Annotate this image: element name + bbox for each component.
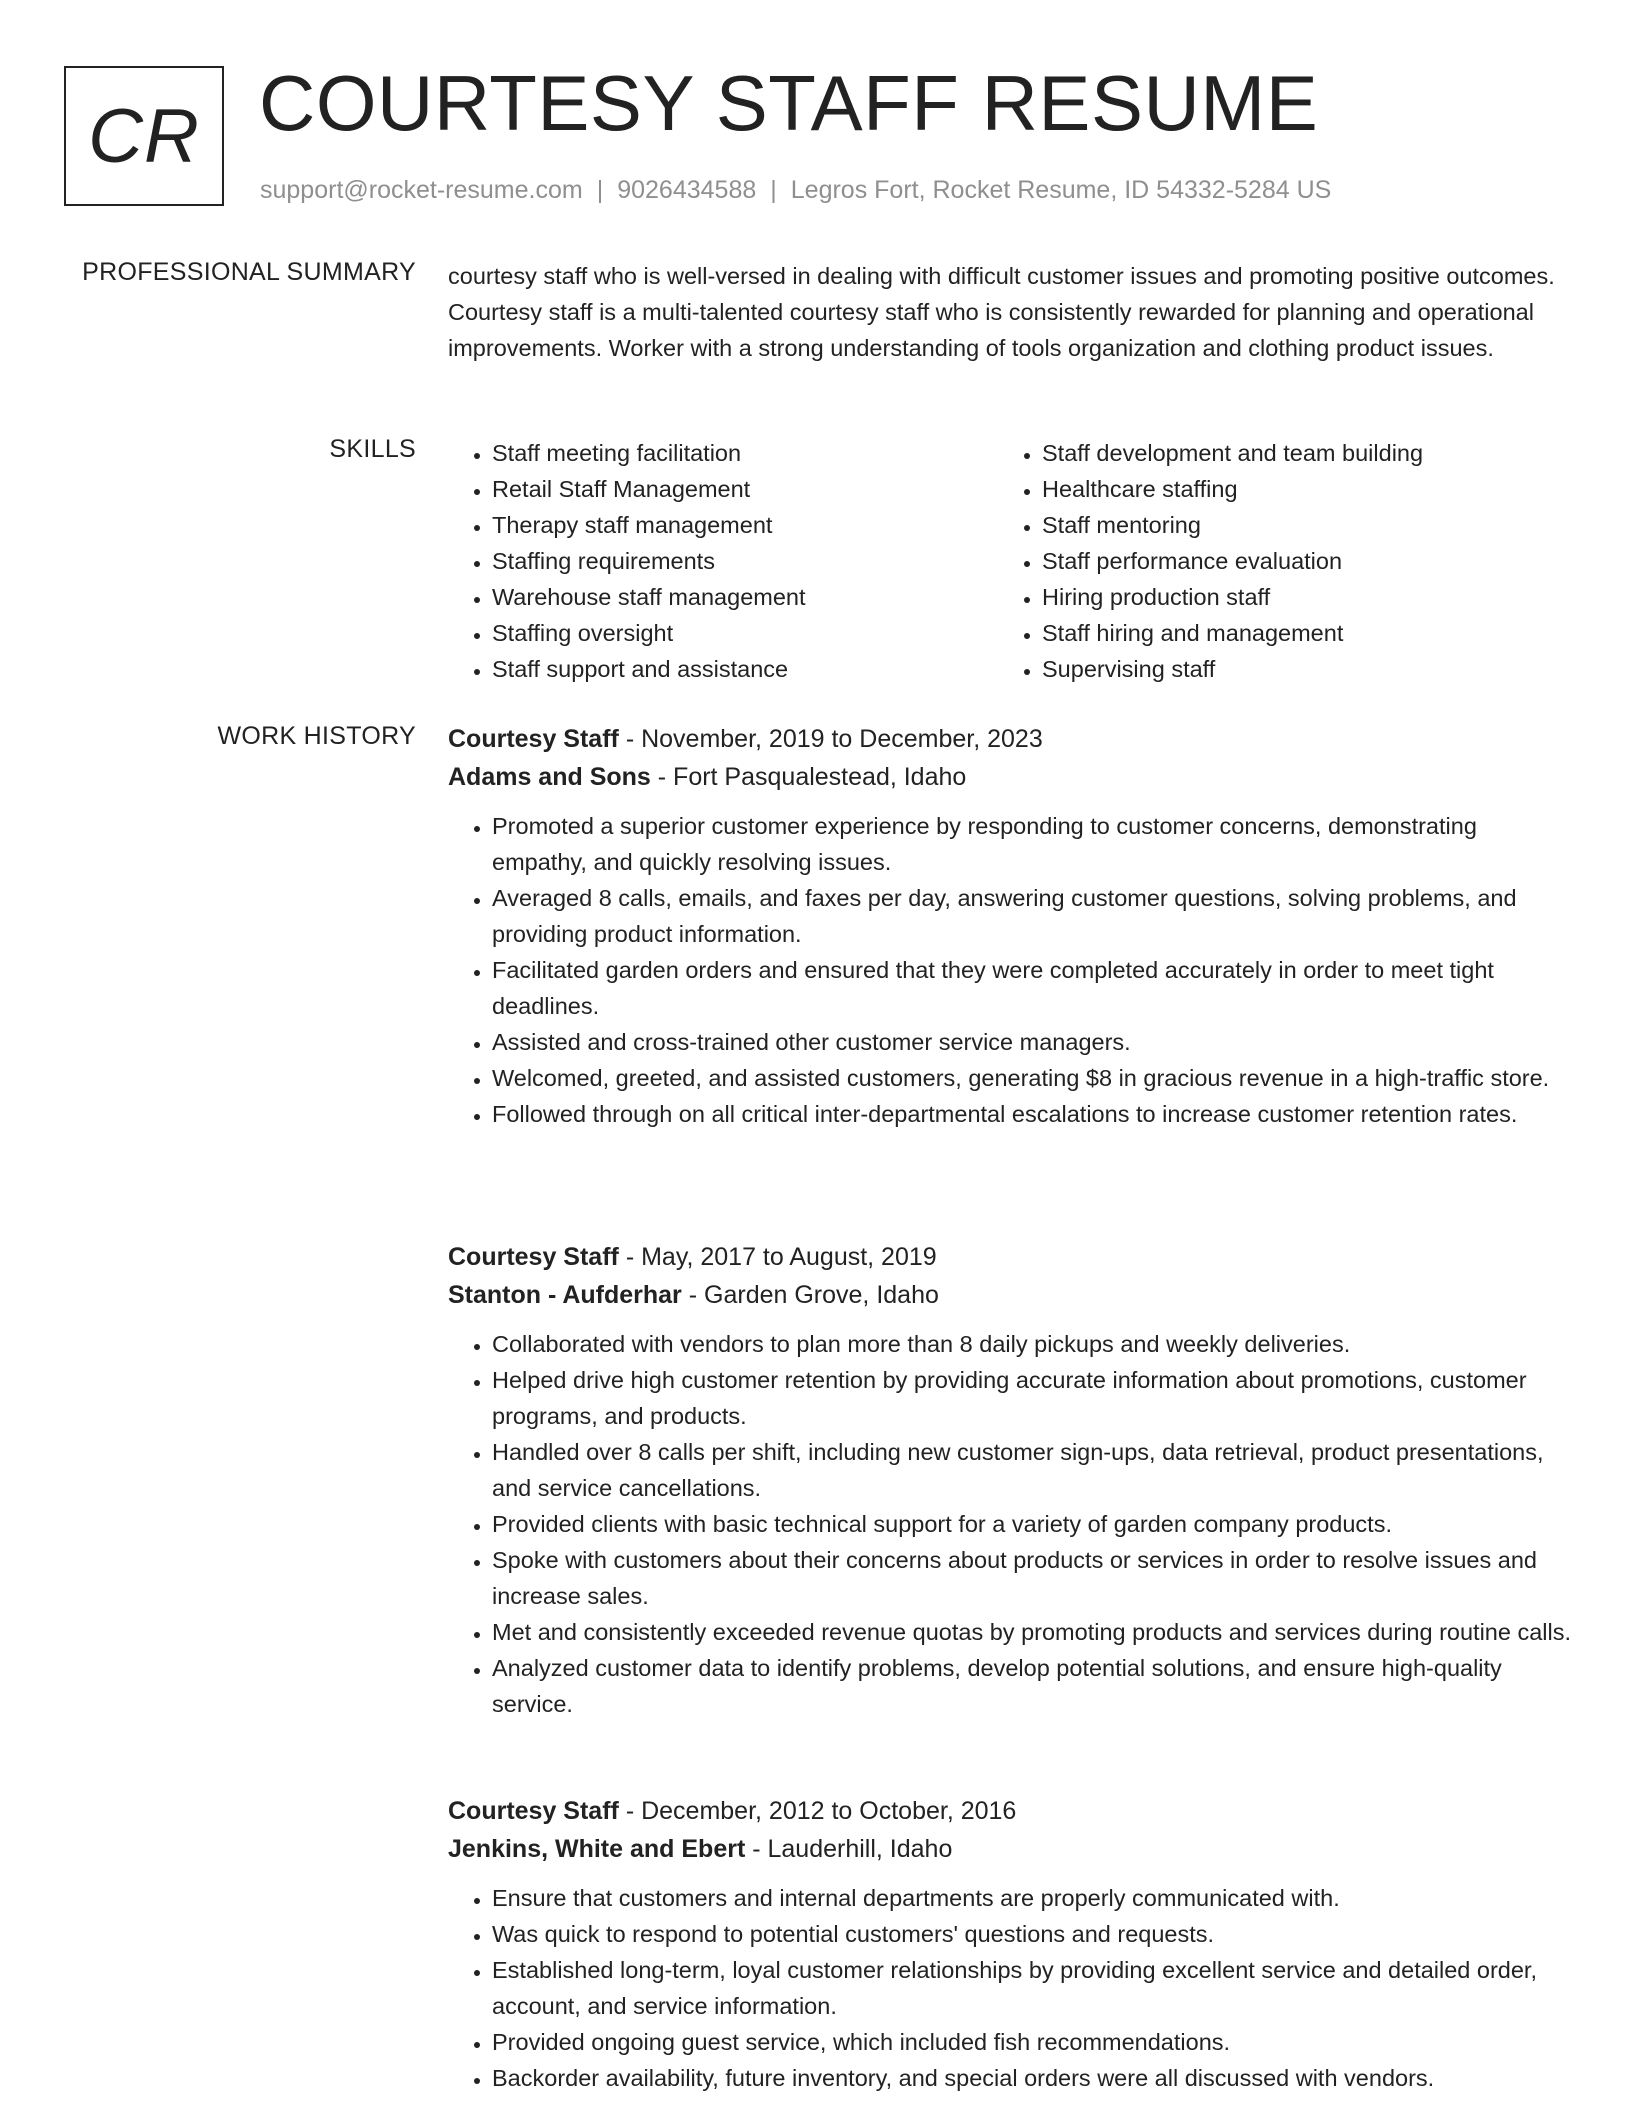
skill-item: • Hiring production staff (1042, 579, 1548, 615)
job-location: - Garden Grove, Idaho (681, 1281, 939, 1309)
separator: | (596, 176, 604, 204)
job-company-line (448, 1276, 1572, 1314)
job-bullet: • Was quick to respond to potential customers' questions and requests. (492, 1916, 1572, 1952)
skill-item: • Staff development and team building (1042, 435, 1548, 471)
job-bullet: • Followed through on all critical inter-departmental escalations to increase customer retention rates. (492, 1096, 1572, 1132)
skills-list-right (998, 435, 1548, 687)
summary-text: courtesy staff who is well-versed in dealing with difficult customer issues and promoting positive outcomes. Courtesy staff is a multi-talented courtesy staff who is consistently rewarded for planning and operational improvements. Worker with a strong understanding of tools organization and clothing product issues. (448, 263, 1555, 361)
section-label-summary: PROFESSIONAL SUMMARY (82, 258, 416, 286)
job-bullet: • Established long-term, loyal customer relationships by providing excellent service and detailed order, account, and service information. (492, 1952, 1572, 2024)
job-bullet: • Helped drive high customer retention by providing accurate information about promotions, customer programs, and products. (492, 1362, 1572, 1434)
skill-item: • Therapy staff management (492, 507, 998, 543)
phone-text[interactable]: 9026434588 (617, 176, 757, 204)
job-bullet: • Backorder availability, future inventory, and special orders were all discussed with vendors. (492, 2060, 1572, 2096)
skill-item: • Supervising staff (1042, 651, 1548, 687)
skill-item: • Staff performance evaluation (1042, 543, 1548, 579)
skill-item: • Staffing oversight (492, 615, 998, 651)
job-title-line (448, 1792, 1572, 1830)
skills-list-left (448, 435, 998, 687)
job-bullet: • Promoted a superior customer experience by responding to customer concerns, demonstrating empathy, and quickly resolving issues. (492, 808, 1572, 880)
job-company: Stanton - Aufderhar (448, 1281, 682, 1309)
section-label-work-history: WORK HISTORY (217, 722, 416, 750)
job-bullet: • Welcomed, greeted, and assisted customers, generating $8 in gracious revenue in a high-traffic store. (492, 1060, 1572, 1096)
job-bullet: • Analyzed customer data to identify problems, develop potential solutions, and ensure high-quality service. (492, 1650, 1572, 1722)
skill-item: • Staff support and assistance (492, 651, 998, 687)
skills-section (448, 435, 1572, 687)
job-bullet: • Averaged 8 calls, emails, and faxes per day, answering customer questions, solving problems, and providing product information. (492, 880, 1572, 952)
job-company-line (448, 758, 1572, 796)
email-text[interactable]: support@rocket-resume.com (260, 176, 583, 204)
skill-item: • Warehouse staff management (492, 579, 998, 615)
job-bullet: • Collaborated with vendors to plan more than 8 daily pickups and weekly deliveries. (492, 1326, 1572, 1362)
job-company: Jenkins, White and Ebert (448, 1835, 746, 1863)
skill-item: • Staff meeting facilitation (492, 435, 998, 471)
job-location: - Lauderhill, Idaho (745, 1835, 953, 1863)
job-bullet: • Handled over 8 calls per shift, including new customer sign-ups, data retrieval, product presentations, and service cancellations. (492, 1434, 1572, 1506)
address-text: Legros Fort, Rocket Resume, ID 54332-5284 US (790, 176, 1332, 204)
job-bullets (448, 1880, 1572, 2096)
job-title: Courtesy Staff (448, 725, 619, 753)
skill-item: • Retail Staff Management (492, 471, 998, 507)
job-entry (448, 1238, 1572, 1722)
job-company: Adams and Sons (448, 763, 651, 791)
job-bullet: • Assisted and cross-trained other customer service managers. (492, 1024, 1572, 1060)
job-company-line (448, 1830, 1572, 1868)
job-dates: - November, 2019 to December, 2023 (618, 725, 1043, 753)
job-title-line (448, 1238, 1572, 1276)
job-bullet: • Facilitated garden orders and ensured that they were completed accurately in order to meet tight deadlines. (492, 952, 1572, 1024)
job-bullets (448, 1326, 1572, 1722)
skill-item: • Staff hiring and management (1042, 615, 1548, 651)
job-entry (448, 720, 1572, 1132)
job-bullets (448, 808, 1572, 1132)
job-location: - Fort Pasqualestead, Idaho (650, 763, 967, 791)
contact-line (260, 175, 1331, 205)
job-bullet: • Spoke with customers about their concerns about products or services in order to resolve issues and increase sales. (492, 1542, 1572, 1614)
job-title-line (448, 720, 1572, 758)
section-label-skills: SKILLS (329, 435, 416, 463)
job-bullet: • Provided ongoing guest service, which included fish recommendations. (492, 2024, 1572, 2060)
page-title: COURTESY STAFF RESUME (259, 59, 1319, 147)
summary-section (448, 258, 1572, 366)
separator: | (770, 176, 777, 204)
job-title: Courtesy Staff (448, 1797, 619, 1825)
skill-item: • Staffing requirements (492, 543, 998, 579)
skill-item: • Healthcare staffing (1042, 471, 1548, 507)
monogram-logo: CR (64, 66, 224, 206)
job-bullet: • Provided clients with basic technical support for a variety of garden company products. (492, 1506, 1572, 1542)
job-bullet: • Met and consistently exceeded revenue quotas by promoting products and services during routine calls. (492, 1614, 1572, 1650)
job-bullet: • Ensure that customers and internal departments are properly communicated with. (492, 1880, 1572, 1916)
job-dates: - December, 2012 to October, 2016 (618, 1797, 1017, 1825)
job-dates: - May, 2017 to August, 2019 (618, 1243, 937, 1271)
job-entry (448, 1792, 1572, 2096)
job-title: Courtesy Staff (448, 1243, 619, 1271)
skill-item: • Staff mentoring (1042, 507, 1548, 543)
